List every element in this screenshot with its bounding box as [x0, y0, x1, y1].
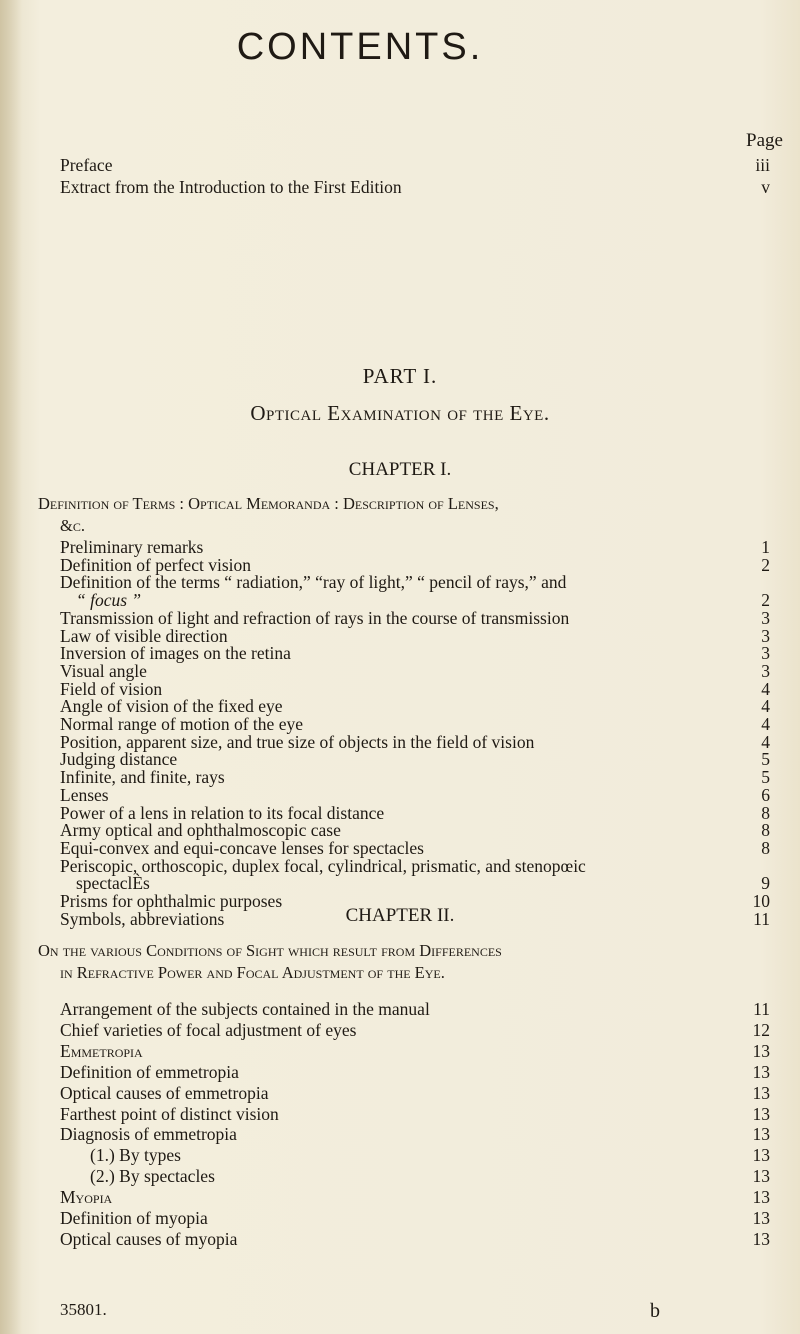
toc-entry-page: 8 — [761, 820, 770, 841]
toc-entry — [60, 1040, 770, 1062]
toc-entry-page: 6 — [761, 784, 770, 805]
toc-entry-title: spectaclЀs — [76, 873, 150, 894]
toc-entry — [60, 1061, 770, 1083]
toc-entry — [60, 1103, 770, 1125]
toc-entry — [60, 1207, 770, 1229]
toc-entry-page: 13 — [752, 1208, 770, 1228]
chapter-1-description-cont: &c. — [60, 516, 85, 535]
chapter-1-description: Definition of Terms : Optical Memoranda : Description of Lenses, — [38, 494, 499, 513]
page-footer — [60, 1300, 760, 1322]
toc-entry-title: Preliminary remarks — [60, 537, 204, 557]
toc-entry-page: 5 — [761, 749, 770, 770]
toc-entry-title: Definition of perfect vision — [60, 554, 251, 575]
toc-entry-title: Definition of myopia — [60, 1208, 208, 1228]
toc-entry-title: Chief varieties of focal adjustment of eyes — [60, 1019, 357, 1040]
toc-entry-page: 3 — [761, 607, 770, 628]
toc-entry-page: 9 — [761, 873, 770, 894]
toc-entry-page: 8 — [761, 837, 770, 858]
toc-entry-page: iii — [755, 155, 770, 175]
toc-entry-title: Angle of vision of the fixed eye — [60, 696, 283, 717]
toc-entry — [60, 176, 770, 198]
toc-entry-title: (2.) By spectacles — [90, 1166, 215, 1187]
toc-entry-title: Equi-convex and equi-concave lenses for spectacles — [60, 837, 424, 858]
toc-entry-page: 2 — [761, 590, 770, 611]
toc-entry-title: Infinite, and finite, rays — [60, 767, 225, 788]
toc-entry-title: Law of visible direction — [60, 625, 228, 646]
toc-entry-title: Optical causes of emmetropia — [60, 1082, 269, 1103]
part-title: Optical Examination of the Eye. — [250, 401, 550, 425]
toc-entry-page: 4 — [761, 696, 770, 717]
toc-entry-title: Optical causes of myopia — [60, 1228, 238, 1249]
toc-entry-title: Transmission of light and refraction of rays in the course of transmission — [60, 607, 570, 628]
chapter-2-label: CHAPTER II. — [345, 905, 455, 926]
toc-entry — [60, 1019, 770, 1041]
print-code: 35801. — [60, 1300, 107, 1319]
toc-entry-page: 8 — [761, 802, 770, 823]
toc-entry — [60, 1186, 770, 1208]
toc-entry-title: Prisms for ophthalmic purposes — [60, 891, 283, 911]
toc-entry-title: Myopia — [60, 1187, 113, 1208]
toc-entry-page: 5 — [761, 767, 770, 788]
toc-entry-title: Inversion of images on the retina — [60, 643, 291, 664]
toc-entry-page: 13 — [752, 1103, 770, 1124]
signature-mark: b — [650, 1300, 660, 1322]
page-column-label: Page — [746, 130, 783, 151]
toc-entry-page: 13 — [752, 1187, 770, 1208]
toc-entry-page: 3 — [761, 660, 770, 681]
toc-entry — [60, 1228, 770, 1250]
toc-entry-title: Army optical and ophthalmoscopic case — [60, 820, 341, 841]
toc-entry — [60, 1123, 770, 1145]
toc-entry-title: Periscopic, orthoscopic, duplex focal, cylindrical, prismatic, and stenopœic — [60, 855, 586, 876]
toc-entry — [90, 1165, 770, 1187]
toc-entry-page: 13 — [752, 1082, 770, 1103]
toc-entry-title: Preface — [60, 155, 113, 175]
toc-entry-page: 11 — [753, 999, 770, 1019]
toc-entry-page: 3 — [761, 625, 770, 646]
toc-entry-title: Normal range of motion of the eye — [60, 714, 303, 734]
toc-entry-title: Arrangement of the subjects contained in the manual — [60, 999, 430, 1019]
toc-entry-page: v — [761, 177, 770, 197]
toc-entry-title: Extract from the Introduction to the First Edition — [60, 177, 402, 197]
toc-entry-title: Power of a lens in relation to its focal distance — [60, 802, 385, 823]
toc-entry-page: 10 — [752, 891, 770, 911]
toc-entry-page: 11 — [753, 908, 770, 929]
toc-entry-page: 13 — [752, 1145, 770, 1166]
page-gutter-shadow — [0, 0, 22, 1334]
toc-entry-page: 12 — [752, 1019, 770, 1040]
chapter-2-description-cont: in Refractive Power and Focal Adjustment of the Eye. — [60, 963, 445, 982]
chapter-1-label: CHAPTER I. — [348, 459, 452, 480]
toc-entry-title: Definition of emmetropia — [60, 1061, 239, 1082]
toc-entry-title: Farthest point of distinct vision — [60, 1103, 279, 1124]
toc-entry-page: 4 — [761, 731, 770, 752]
toc-entry-page: 13 — [752, 1061, 770, 1082]
toc-entry — [90, 1144, 770, 1166]
toc-entry-title: Emmetropia — [60, 1040, 143, 1061]
toc-entry — [60, 1082, 770, 1104]
toc-entry-page: 4 — [761, 678, 770, 699]
toc-entry-title: Position, apparent size, and true size of objects in the field of vision — [60, 731, 535, 752]
toc-entry-title: Field of vision — [60, 678, 163, 699]
toc-entry-page: 13 — [752, 1228, 770, 1249]
toc-entry-title: (1.) By types — [90, 1145, 181, 1166]
toc-entry-title: “ focus ” — [76, 590, 142, 611]
chapter-2-description: On the various Conditions of Sight which result from Differences — [38, 941, 502, 960]
toc-entry-page: 1 — [761, 537, 770, 557]
toc-entry-page: 3 — [761, 643, 770, 664]
toc-entry-title: Symbols, abbreviations — [60, 908, 225, 929]
toc-entry-title: Lenses — [60, 784, 109, 805]
toc-entry-page: 4 — [761, 714, 770, 734]
contents-heading: CONTENTS. — [236, 26, 484, 68]
toc-entry-page: 2 — [761, 554, 770, 575]
part-label: PART I. — [362, 364, 438, 388]
toc-entry — [60, 998, 770, 1020]
toc-entry-page: 13 — [752, 1040, 770, 1061]
toc-entry-title: Judging distance — [60, 749, 178, 770]
toc-entry-title: Definition of the terms “ radiation,” “ray of light,” “ pencil of rays,” and — [60, 572, 567, 593]
toc-entry-title: Diagnosis of emmetropia — [60, 1124, 237, 1145]
toc-entry-page: 13 — [752, 1124, 770, 1145]
toc-entry-page: 13 — [752, 1166, 770, 1187]
toc-entry-title: Visual angle — [60, 660, 147, 681]
toc-entry — [60, 154, 770, 176]
